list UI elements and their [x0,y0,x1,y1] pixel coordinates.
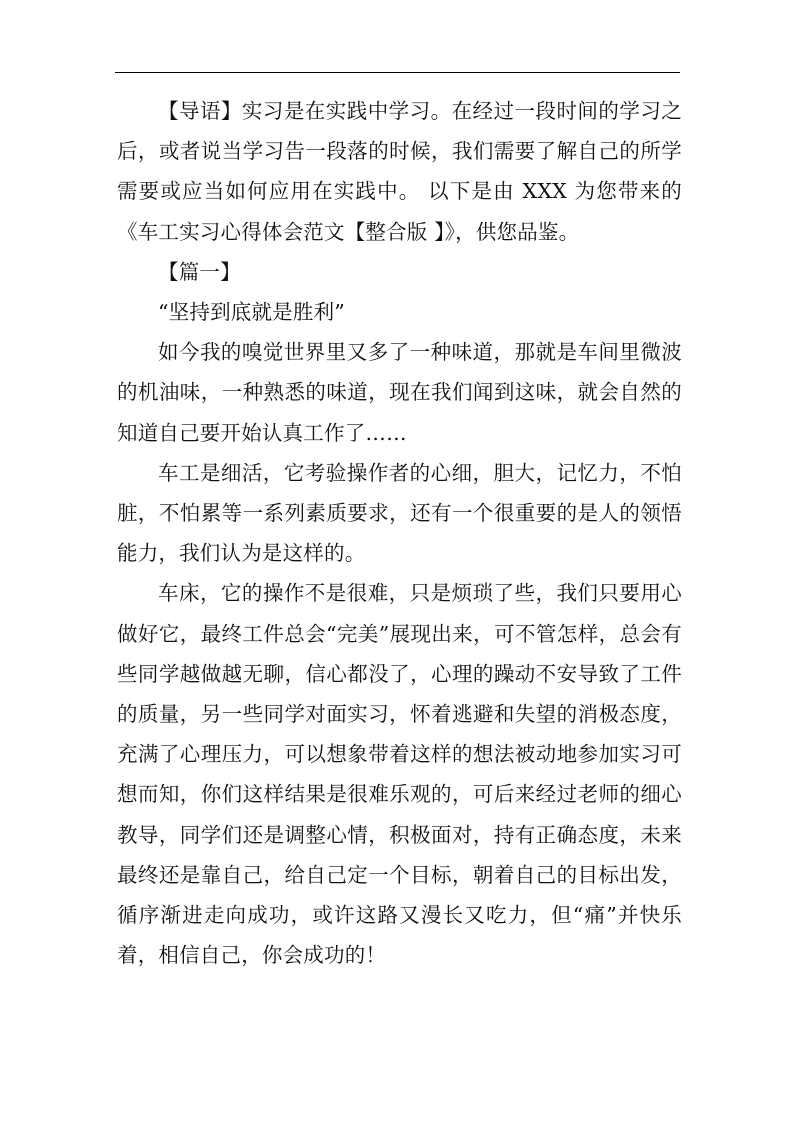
body-paragraph-2: 车工是细活，它考验操作者的心细，胆大，记忆力，不怕脏，不怕累等一系列素质要求，还有一个很重要的是人的领悟能力，我们认为是这样的。 [117,460,682,566]
body-paragraph-1: 如今我的嗅觉世界里又多了一种味道，那就是车间里微波的机油味，一种熟悉的味道，现在我们闻到这味，就会自然的知道自己要开始认真工作了…… [117,340,682,445]
body-paragraph-3: 车床，它的操作不是很难，只是烦琐了些，我们只要用心做好它，最终工件总会“完美”展现出来，可不管怎样，总会有些同学越做越无聊，信心都没了，心理的躁动不安导致了工件的质量，另一些同学对面实习，怀着逃避和失望的消极态度，充满了心理压力，可以想象带着这样的想法被动地参加实习可想而知，你们这样结果是很难乐观的，可后来经过老师的细心教导，同学们还是调整心情，积极面对，持有正确态度，未来最终还是靠自己，给自己定一个目标，朝着自己的目标出发，循序渐进走向成功，或许这路又漫长又吃力，但“痛”并快乐着，相信自己，你会成功的！ [117,581,682,968]
document-body [117,91,682,975]
essay-title: “坚持到底就是胜利” [158,300,345,325]
section-heading: 【篇一】 [158,259,241,284]
header-rule [115,72,680,73]
intro-paragraph: 【导语】实习是在实践中学习。在经过一段时间的学习之后，或者说当学习告一段落的时候，我们需要了解自己的所学需要或应当如何应用在实践中。 以下是由 XXX 为您带来的《车工实习心得体会范文【整合版 】》，供您品鉴。 [117,99,682,244]
